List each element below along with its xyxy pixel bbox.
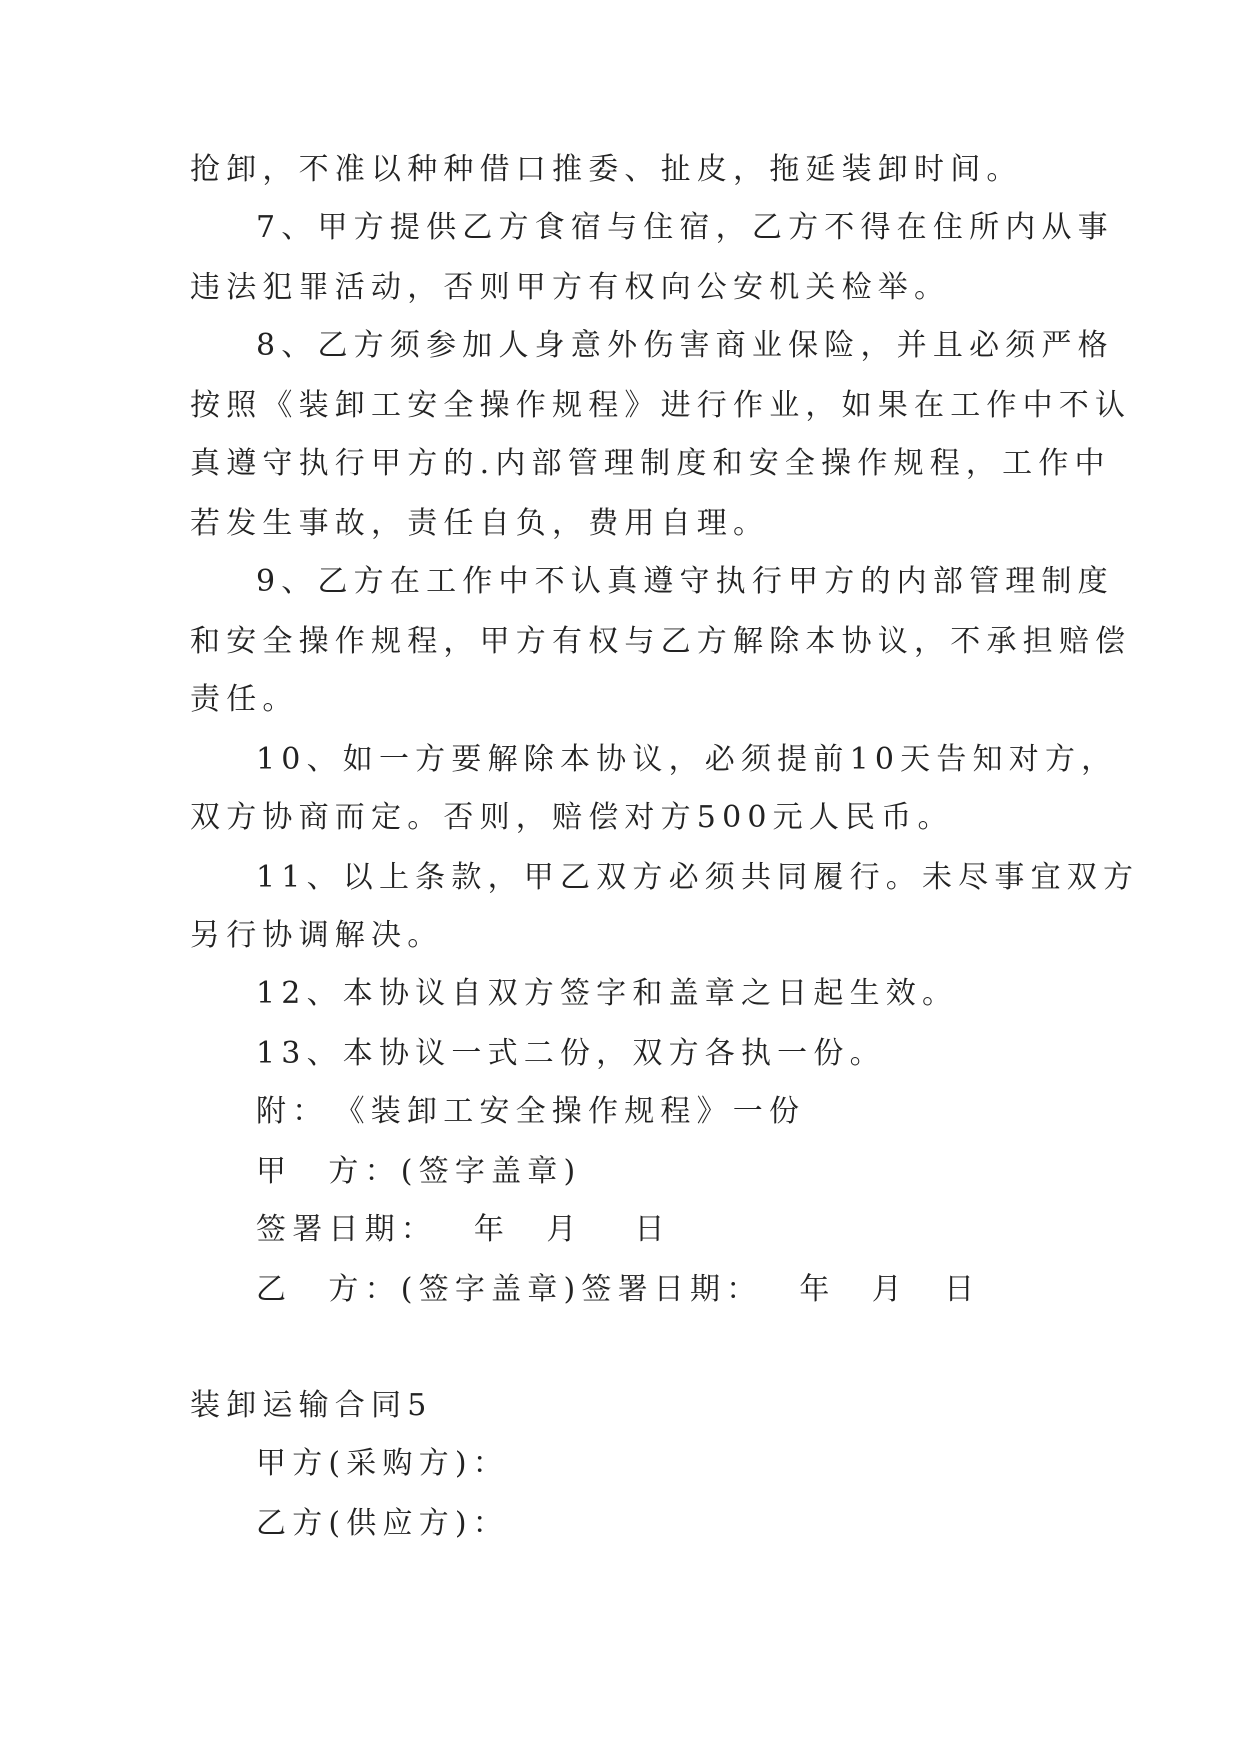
- body-text-line: 责任。: [190, 682, 299, 717]
- signing-date: 签署日期： 年 月 日: [256, 1212, 671, 1247]
- body-text-line: 双方协商而定。否则，赔偿对方500元人民币。: [190, 800, 954, 835]
- clause-7: 7、甲方提供乙方食宿与住宿，乙方不得在住所内从事: [256, 210, 1114, 245]
- body-text-line: 抢卸，不准以种种借口推委、扯皮，拖延装卸时间。: [190, 152, 1023, 187]
- clause-11: 11、以上条款，甲乙双方必须共同履行。未尽事宜双方: [256, 860, 1140, 895]
- party-a-signature: 甲 方：(签字盖章): [256, 1154, 582, 1189]
- body-text-line: 真遵守执行甲方的.内部管理制度和安全操作规程，工作中: [190, 446, 1111, 481]
- section-title: 装卸运输合同5: [190, 1388, 433, 1423]
- body-text-line: 违法犯罪活动，否则甲方有权向公安机关检举。: [190, 270, 951, 305]
- clause-13: 13、本协议一式二份，双方各执一份。: [256, 1036, 886, 1071]
- clause-8: 8、乙方须参加人身意外伤害商业保险，并且必须严格: [256, 328, 1114, 363]
- body-text-line: 和安全操作规程，甲方有权与乙方解除本协议，不承担赔偿: [190, 624, 1132, 659]
- attachment-line: 附： 《装卸工安全操作规程》一份: [256, 1094, 806, 1129]
- clause-12: 12、本协议自双方签字和盖章之日起生效。: [256, 976, 959, 1011]
- party-a-label: 甲方(采购方)：: [256, 1446, 510, 1481]
- party-b-label: 乙方(供应方)：: [256, 1506, 510, 1541]
- body-text-line: 另行协调解决。: [190, 918, 444, 953]
- clause-9: 9、乙方在工作中不认真遵守执行甲方的内部管理制度: [256, 564, 1114, 599]
- body-text-line: 按照《装卸工安全操作规程》进行作业，如果在工作中不认: [190, 388, 1132, 423]
- body-text-line: 若发生事故，责任自负，费用自理。: [190, 506, 770, 541]
- clause-10: 10、如一方要解除本协议，必须提前10天告知对方，: [256, 742, 1118, 777]
- party-b-signature: 乙 方：(签字盖章)签署日期： 年 月 日: [256, 1272, 981, 1307]
